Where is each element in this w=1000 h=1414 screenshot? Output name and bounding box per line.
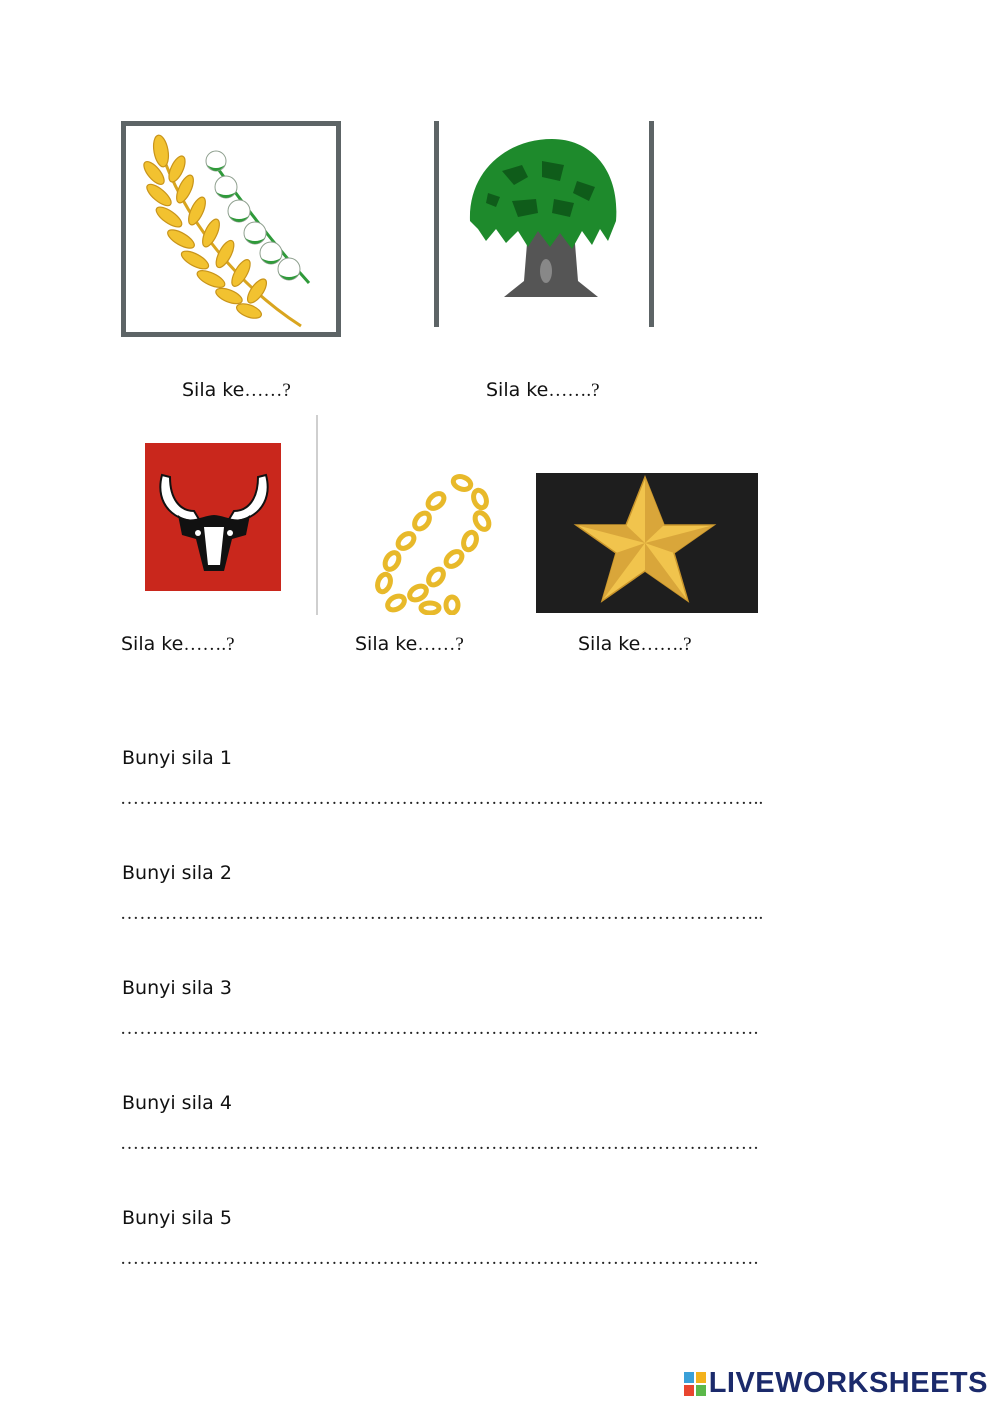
question-title-4: Bunyi sila 4	[122, 1092, 232, 1114]
symbol-label-1: Sila ke……?	[182, 379, 291, 401]
symbol-label-4: Sila ke……?	[355, 633, 464, 655]
banyan-tree-icon	[432, 121, 656, 327]
symbol-label-5: Sila ke…….?	[578, 633, 692, 655]
symbol-pohon-beringin	[432, 121, 656, 327]
answer-line-5[interactable]: ……………………………………………………………………………………….	[120, 1248, 759, 1269]
question-title-1: Bunyi sila 1	[122, 747, 232, 769]
symbol-label-2: Sila ke…….?	[486, 379, 600, 401]
star-icon	[536, 473, 758, 613]
rice-cotton-icon	[121, 121, 341, 337]
liveworksheets-mark-icon	[684, 1372, 706, 1396]
answer-line-4[interactable]: ……………………………………………………………………………………….	[120, 1133, 759, 1154]
answer-line-2[interactable]: ………………………………………………………………………………………..	[120, 903, 764, 924]
answer-line-1[interactable]: ………………………………………………………………………………………..	[120, 788, 764, 809]
answer-line-3[interactable]: ……………………………………………………………………………………….	[120, 1018, 759, 1039]
symbol-rantai	[370, 465, 500, 615]
symbol-kepala-banteng	[120, 415, 320, 615]
liveworksheets-logo	[684, 1367, 988, 1400]
symbol-bintang	[536, 473, 758, 613]
bull-head-icon	[120, 415, 320, 615]
question-title-2: Bunyi sila 2	[122, 862, 232, 884]
question-title-3: Bunyi sila 3	[122, 977, 232, 999]
question-title-5: Bunyi sila 5	[122, 1207, 232, 1229]
chain-icon	[370, 465, 500, 615]
symbol-label-3: Sila ke…….?	[121, 633, 235, 655]
symbol-padi-kapas	[121, 121, 341, 337]
liveworksheets-text: LIVEWORKSHEETS	[708, 1367, 988, 1399]
